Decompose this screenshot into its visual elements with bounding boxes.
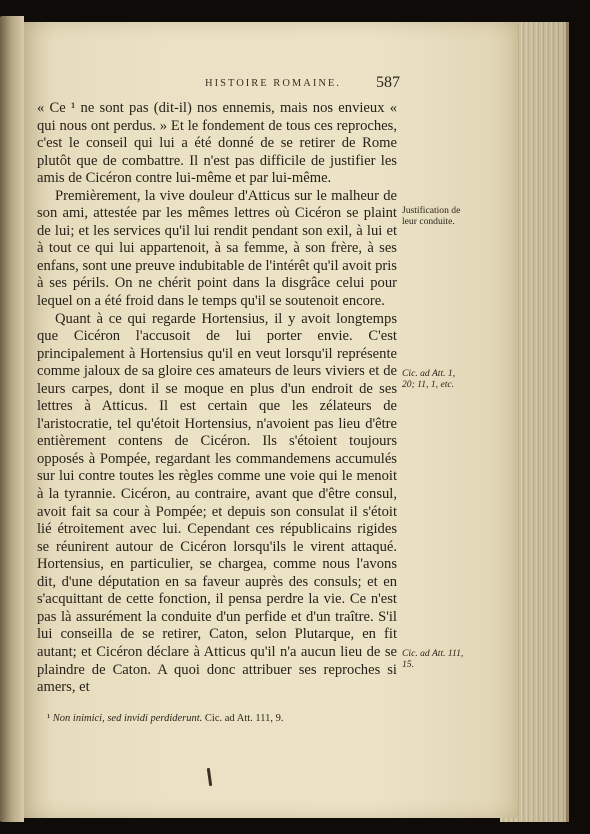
margin-note-justification: Justification de leur conduite. (402, 205, 461, 227)
running-head: HISTOIRE ROMAINE. (205, 78, 341, 89)
main-text (37, 100, 397, 697)
margin-note-citation: Cic. ad Att. 1, 20; 11, 1, etc. (402, 368, 456, 390)
footnote-quote: Non inimici, sed invidi perdiderunt. (52, 713, 203, 724)
footnote-reference: Cic. ad Att. 111, 9. (204, 713, 284, 724)
paragraph: Premièrement, la vive douleur d'Atticus sur le malheur de son ami, attestée par les mêmes lettres où Cicéron se plaint de lui; et les services qu'il lui rendit pendant son exil, à lui et à tout ce qui lui appartenoit, à sa femme, à son frère, à ses enfans, sont une preuve indubitable de l'intérêt qu'il avoit pris à ses périls. On ne chérit point dans la disgrâce celui pour lequel on a été froid dans le temps qu'il se soutenoit encore. (37, 187, 397, 310)
paragraph: « Ce ¹ ne sont pas (dit-il) nos ennemis, mais nos envieux « qui nous ont perdus. » Et le fondement de tous ces reproches, c'est le conseil qui lui a été donné de se retirer de Rome plutôt que de combattre. Il n'est pas difficile de justifier les amis de Cicéron contre lui-même et par lui-même. (37, 100, 397, 187)
footnote (47, 713, 407, 724)
footnote-marker: ¹ (47, 713, 51, 724)
page-number: 587 (376, 74, 400, 91)
paragraph: Quant à ce qui regarde Hortensius, il y avoit longtemps que Cicéron l'accusoit de lui porter envie. C'est principalement à Hortensius qu'il en veut lorsqu'il représente comme jaloux de sa gloire ces amateurs de leurs viviers et de leurs carpes, dont il se moque en plus d'un endroit de ses lettres à Atticus. Il est certain que les zélateurs de l'aristocratie, tel qu'étoit Hortensius, n'avoient pas lieu d'être entièrement contens de Cicéron. Ils s'étoient toujours opposés à Pompée, regardant les commandemens accumulés sur lui contre toutes les règles comme une voie qui le menoit à la tyrannie. Cicéron, au contraire, avant que d'être consul, avoit fait sa cour à Pompée; et depuis son consulat il s'étoit lié étroitement avec lui. Cependant ces républicains rigides se réunirent autour de Cicéron lorsqu'ils le virent attaqué. Hortensius, en particulier, se chargea, comme nous l'avons dit, d'une députation en sa faveur auprès des consuls; et en s'acquittant de cette fonction, il pensa perdre la vie. Ce n'est pas là assurément la conduite d'un perfide et d'un traître. S'il lui conseilla de se retirer, Caton, selon Plutarque, en fit autant; et Cicéron déclare à Atticus qu'il n'a aucun lieu de se plaindre de Caton. A quoi donc attribuer ses reproches si amers, et (37, 310, 397, 696)
previous-page-edge (0, 16, 24, 822)
margin-note-citation: Cic. ad Att. 111, 15. (402, 648, 464, 670)
